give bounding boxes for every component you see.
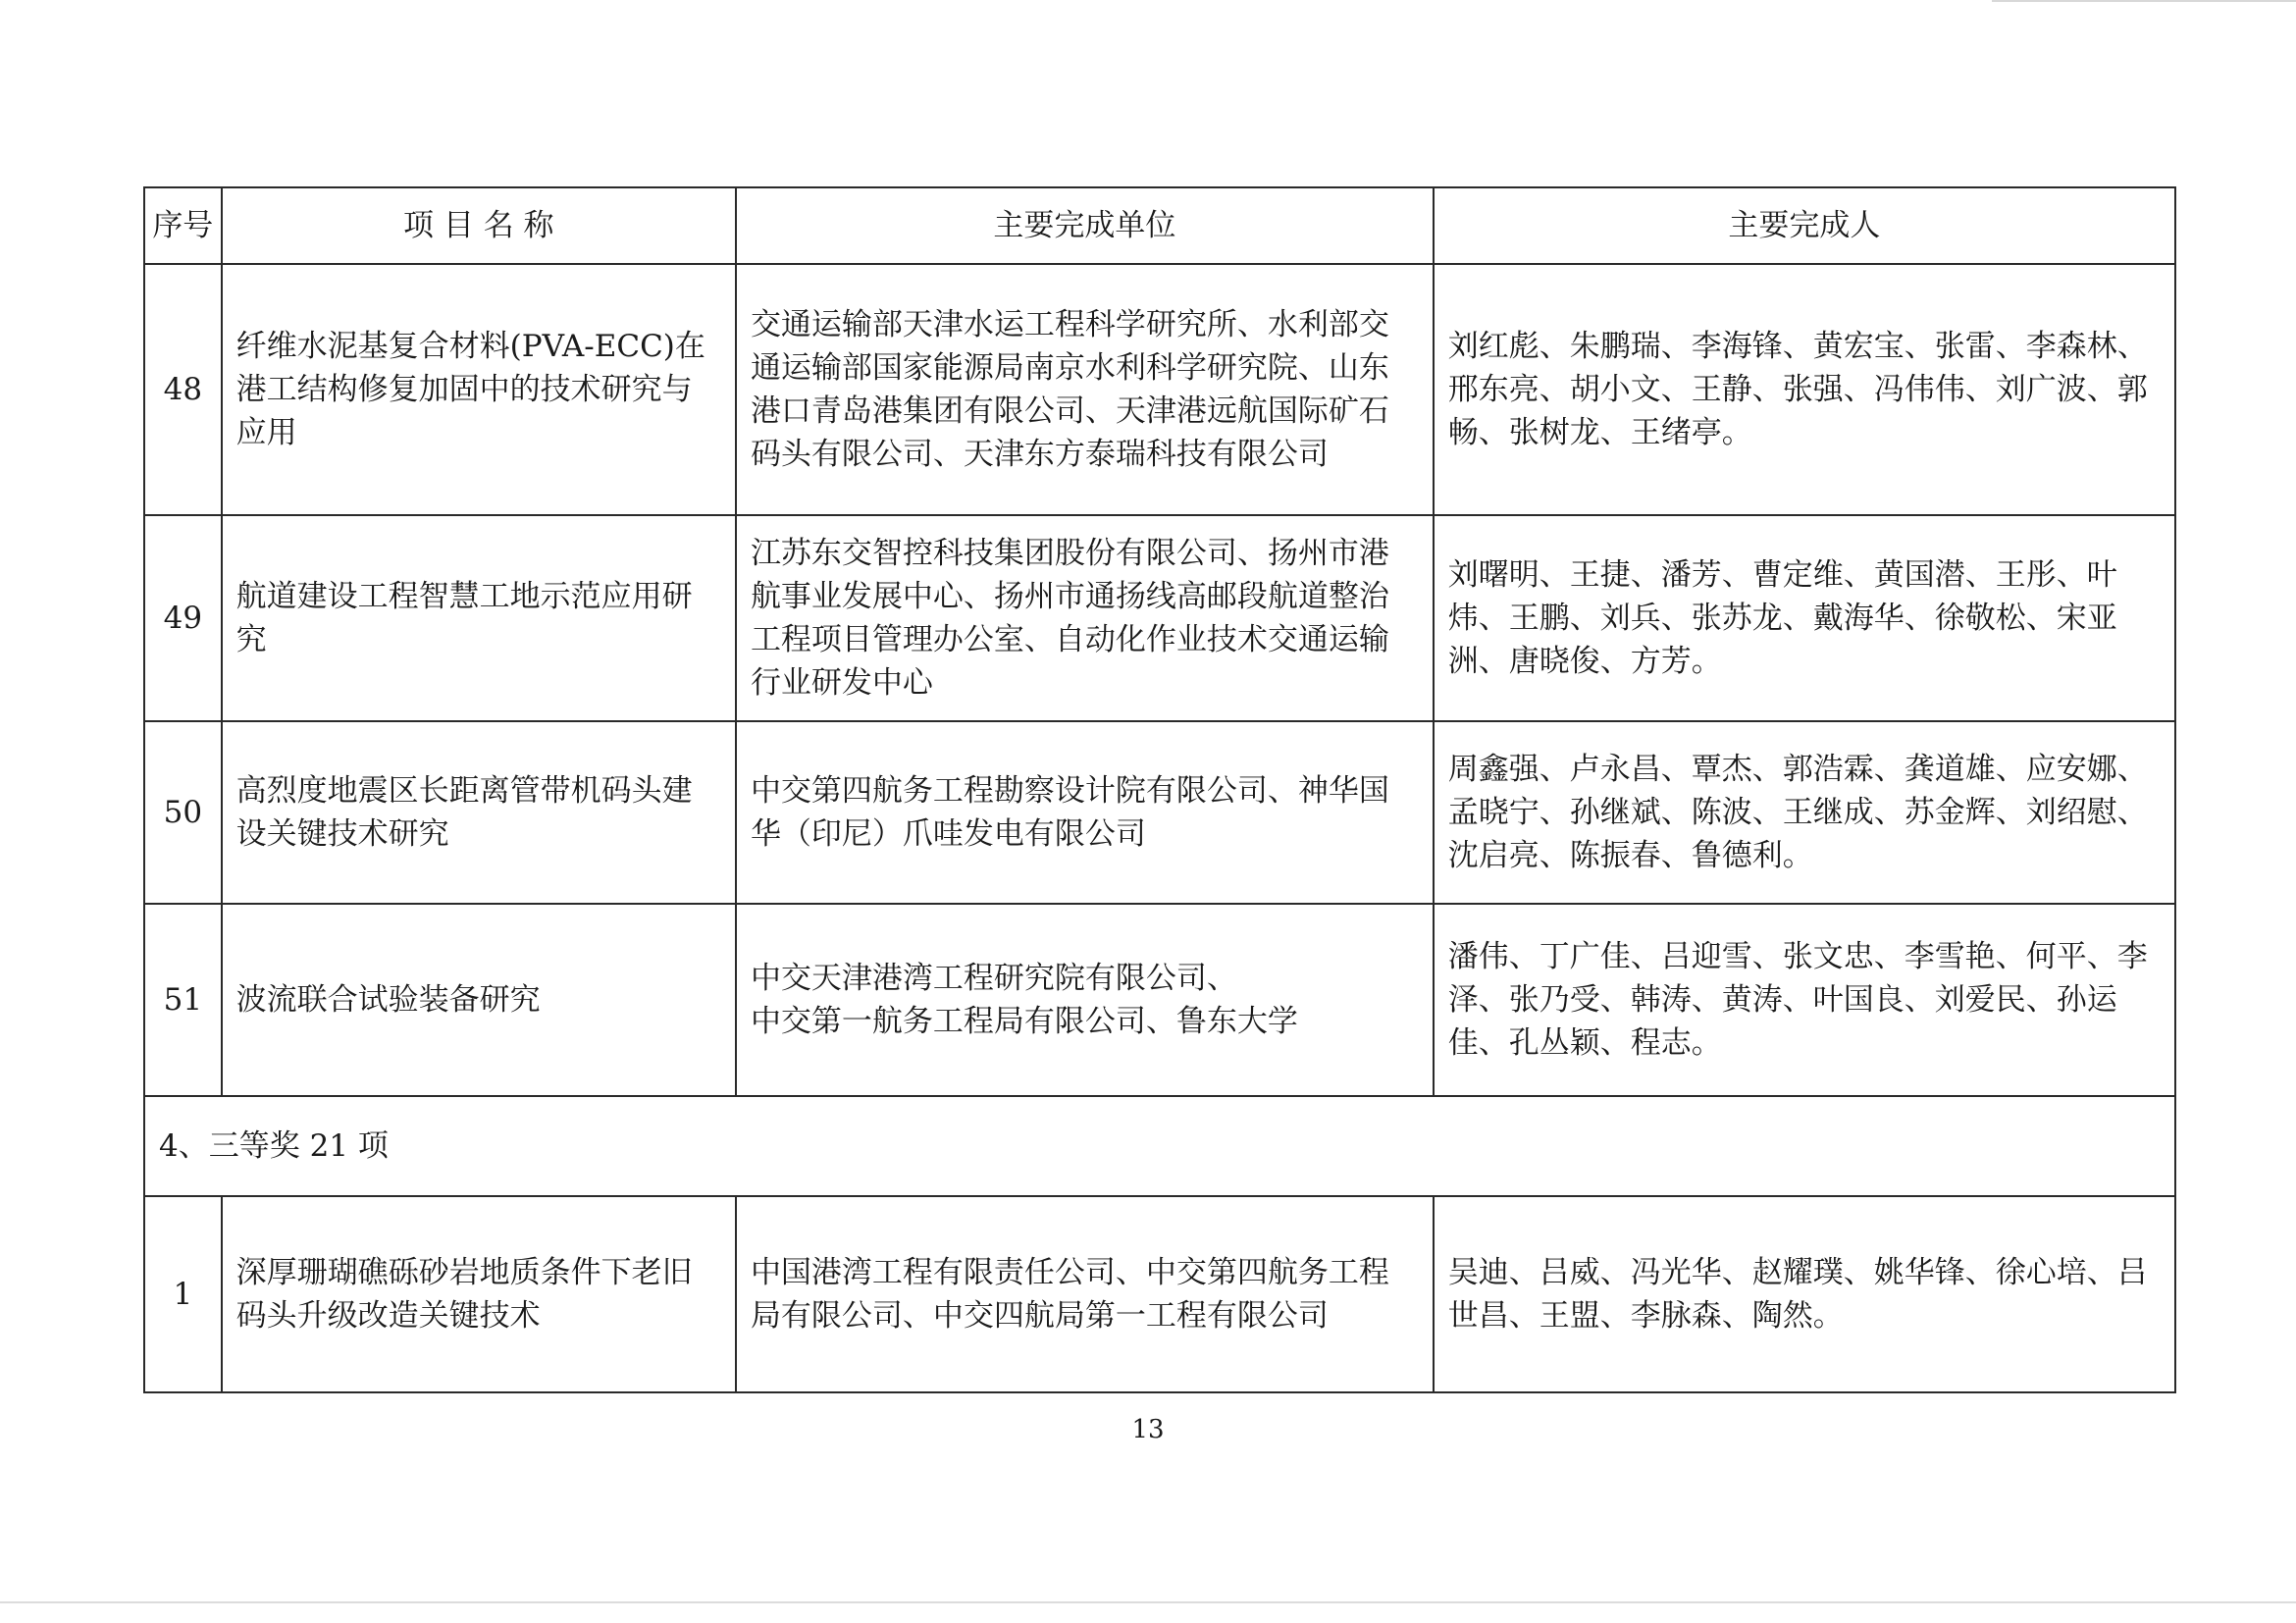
- header-no: 序号: [144, 187, 222, 264]
- header-people: 主要完成人: [1434, 187, 2175, 264]
- row-units: 江苏东交智控科技集团股份有限公司、扬州市港航事业发展中心、扬州市通扬线高邮段航道整治工程项目管理办公室、自动化作业技术交通运输行业研发中心: [736, 515, 1434, 721]
- row-no: 50: [144, 721, 222, 904]
- row-project-name: 深厚珊瑚礁砾砂岩地质条件下老旧码头升级改造关键技术: [222, 1196, 736, 1392]
- header-name: 项 目 名 称: [222, 187, 736, 264]
- row-people: 刘曙明、王捷、潘芳、曹定维、黄国潜、王彤、叶炜、王鹏、刘兵、张苏龙、戴海华、徐敬松、宋亚洲、唐晓俊、方芳。: [1434, 515, 2175, 721]
- awards-table: [143, 186, 2176, 1393]
- row-no: 48: [144, 264, 222, 515]
- row-units-line-1: 中交天津港湾工程研究院有限公司、: [750, 961, 1237, 996]
- row-no: 51: [144, 904, 222, 1096]
- page-number: 13: [1131, 1415, 1165, 1444]
- table-row: [144, 721, 2175, 904]
- row-units: [736, 904, 1434, 1096]
- header-unit: 主要完成单位: [736, 187, 1434, 264]
- row-units: 交通运输部天津水运工程科学研究所、水利部交通运输部国家能源局南京水利科学研究院、山东港口青岛港集团有限公司、天津港远航国际矿石码头有限公司、天津东方泰瑞科技有限公司: [736, 264, 1434, 515]
- section-heading-row: [144, 1096, 2175, 1196]
- table-row: [144, 904, 2175, 1096]
- row-people: 潘伟、丁广佳、吕迎雪、张文忠、李雪艳、何平、李泽、张乃受、韩涛、黄涛、叶国良、刘爱民、孙运佳、孔丛颖、程志。: [1434, 904, 2175, 1096]
- scan-bottom-edge-line: [0, 1601, 2296, 1603]
- section-heading: 4、三等奖 21 项: [144, 1096, 2175, 1196]
- row-project-name: 波流联合试验装备研究: [222, 904, 736, 1096]
- table-header-row: [144, 187, 2175, 264]
- row-no: 49: [144, 515, 222, 721]
- row-units: 中国港湾工程有限责任公司、中交第四航务工程局有限公司、中交四航局第一工程有限公司: [736, 1196, 1434, 1392]
- row-project-name: 航道建设工程智慧工地示范应用研究: [222, 515, 736, 721]
- row-units: 中交第四航务工程勘察设计院有限公司、神华国华（印尼）爪哇发电有限公司: [736, 721, 1434, 904]
- table-row: [144, 1196, 2175, 1392]
- row-no: 1: [144, 1196, 222, 1392]
- row-people: 吴迪、吕威、冯光华、赵耀璞、姚华锋、徐心培、吕世昌、王盟、李脉森、陶然。: [1434, 1196, 2175, 1392]
- row-people: 刘红彪、朱鹏瑞、李海锋、黄宏宝、张雷、李森林、邢东亮、胡小文、王静、张强、冯伟伟、刘广波、郭畅、张树龙、王绪亭。: [1434, 264, 2175, 515]
- table-row: [144, 515, 2175, 721]
- row-people: 周鑫强、卢永昌、覃杰、郭浩霖、龚道雄、应安娜、孟晓宁、孙继斌、陈波、王继成、苏金辉、刘绍慰、沈启亮、陈振春、鲁德利。: [1434, 721, 2175, 904]
- row-project-name: 纤维水泥基复合材料(PVA-ECC)在港工结构修复加固中的技术研究与应用: [222, 264, 736, 515]
- row-project-name: 高烈度地震区长距离管带机码头建设关键技术研究: [222, 721, 736, 904]
- table-row: [144, 264, 2175, 515]
- scan-top-edge-line: [1992, 0, 2296, 2]
- row-units-line-2: 中交第一航务工程局有限公司、鲁东大学: [750, 1004, 1298, 1039]
